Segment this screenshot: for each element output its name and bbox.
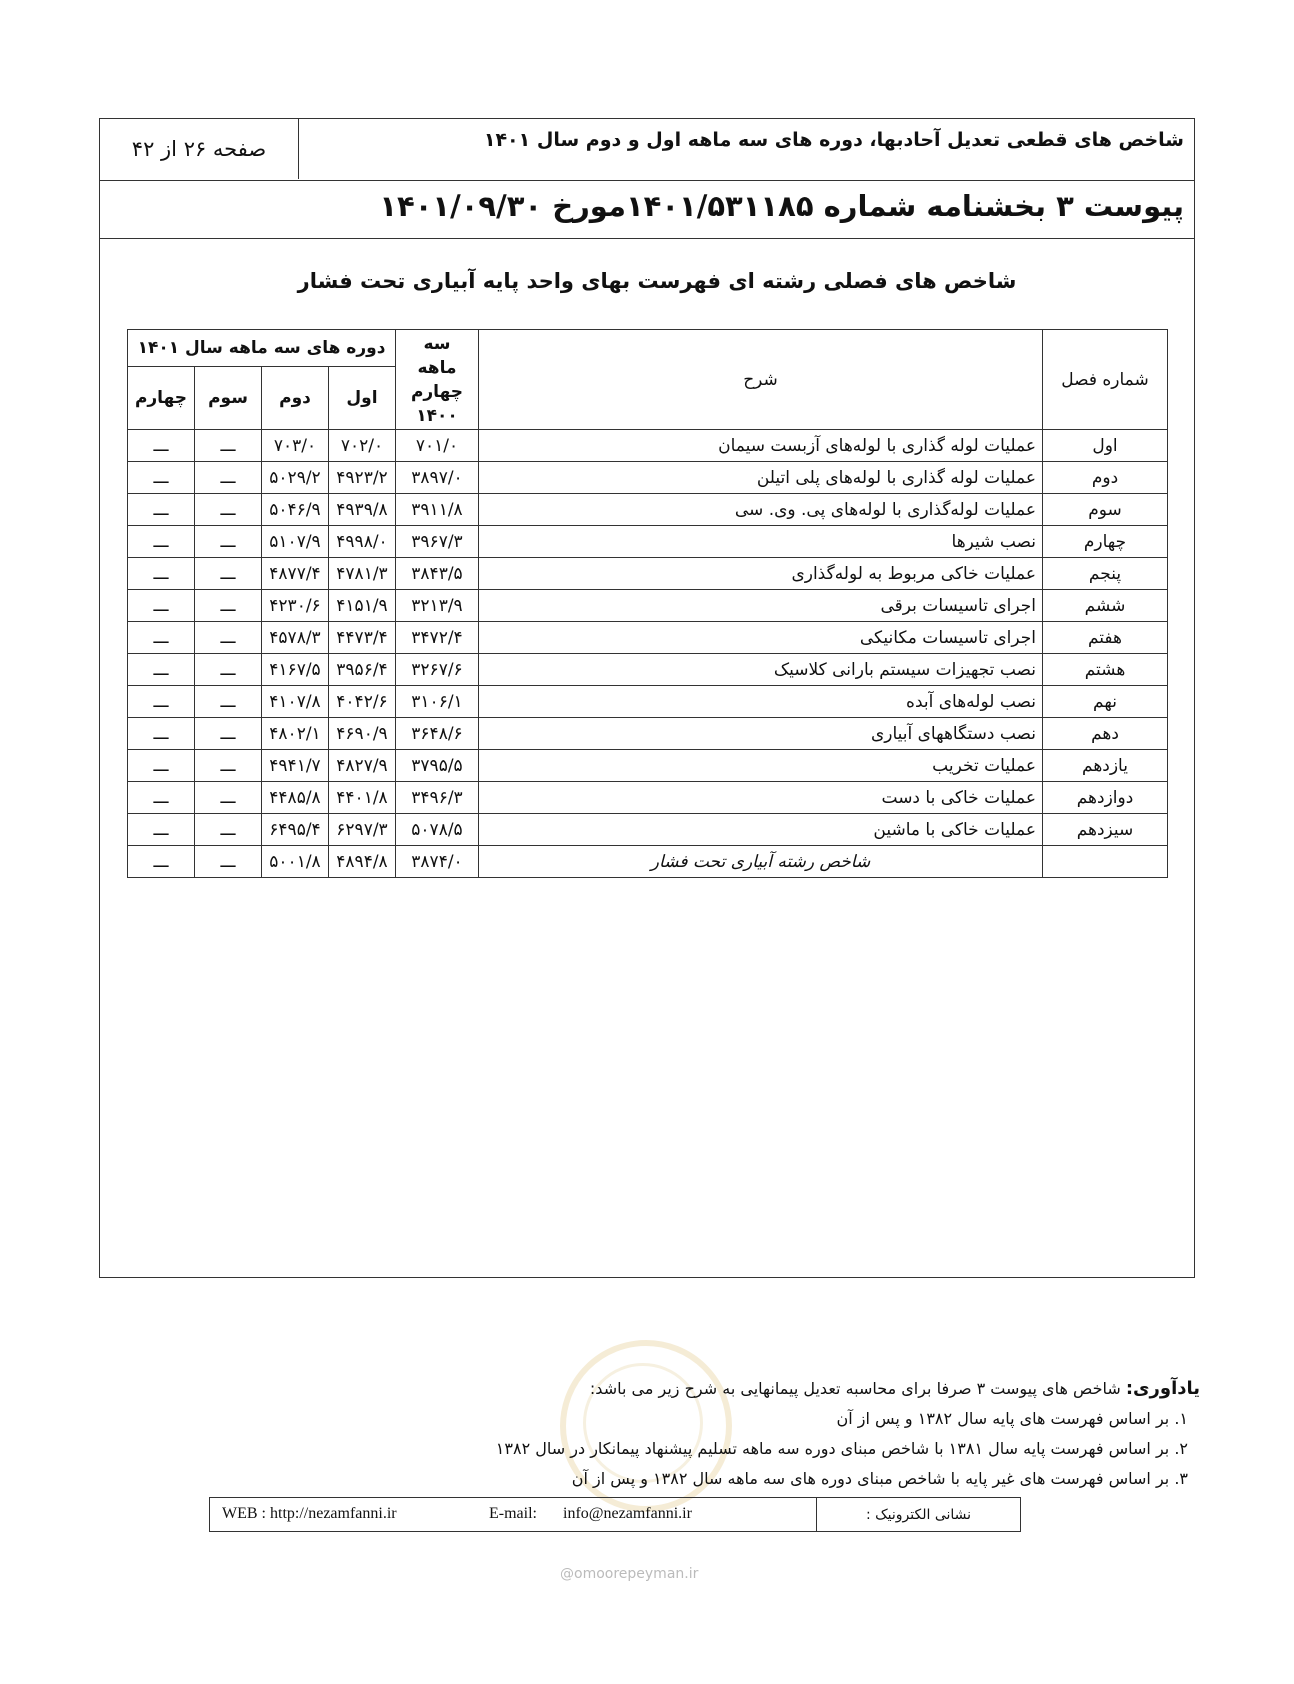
q1-value-cell: ۴۹۲۳/۲ <box>329 462 396 494</box>
q4-value-cell: ـــ <box>128 814 195 846</box>
chapter-no-cell: یازدهم <box>1043 750 1168 782</box>
q2-value-cell: ۵۱۰۷/۹ <box>262 526 329 558</box>
chapter-no-cell: پنجم <box>1043 558 1168 590</box>
q4-value-cell: ـــ <box>128 718 195 750</box>
website-link[interactable]: WEB : http://nezamfanni.ir <box>222 1505 397 1522</box>
table-total-row <box>128 846 1168 878</box>
q4-value-cell: ـــ <box>128 526 195 558</box>
circular-title: پیوست ۳ بخشنامه شماره ۱۴۰۱/۵۳۱۱۸۵مورخ ۱۴۰۱/۰۹/۳۰ <box>379 189 1184 223</box>
header-q2: دوم <box>262 367 329 430</box>
q3-value-cell: ـــ <box>195 590 262 622</box>
table-row <box>128 814 1168 846</box>
table-row <box>128 462 1168 494</box>
q4-value-cell: ـــ <box>128 430 195 462</box>
q3-value-cell: ـــ <box>195 654 262 686</box>
description-cell: نصب شیرها <box>479 526 1043 558</box>
chapter-no-cell: سیزدهم <box>1043 814 1168 846</box>
q1-value-cell: ۳۹۵۶/۴ <box>329 654 396 686</box>
chapter-no-cell: نهم <box>1043 686 1168 718</box>
q3-value-cell: ـــ <box>195 622 262 654</box>
description-cell: عملیات تخریب <box>479 750 1043 782</box>
email-label: E-mail: <box>489 1505 537 1522</box>
table-row <box>128 430 1168 462</box>
description-cell: نصب دستگاههای آبیاری <box>479 718 1043 750</box>
watermark-text: @omoorepeyman.ir <box>560 1566 699 1582</box>
q2-value-cell: ۴۹۴۱/۷ <box>262 750 329 782</box>
contact-label: نشانی الکترونیک : <box>816 1498 1020 1531</box>
chapter-no-cell: دوم <box>1043 462 1168 494</box>
q1-value-cell: ۴۷۸۱/۳ <box>329 558 396 590</box>
notes-item: ۳. بر اساس فهرست های غیر پایه با شاخص مبنای دوره های سه ماهه سال ۱۳۸۲ و پس از آن <box>571 1469 1188 1488</box>
base-value-cell: ۳۶۴۸/۶ <box>396 718 479 750</box>
total-base: ۳۸۷۴/۰ <box>396 846 479 878</box>
q4-value-cell: ـــ <box>128 686 195 718</box>
header-chapter-no: شماره فصل <box>1043 330 1168 430</box>
q2-value-cell: ۴۱۰۷/۸ <box>262 686 329 718</box>
q2-value-cell: ۴۱۶۷/۵ <box>262 654 329 686</box>
description-cell: نصب تجهیزات سیستم بارانی کلاسیک <box>479 654 1043 686</box>
circular-row <box>100 181 1194 239</box>
total-q4: ـــ <box>128 846 195 878</box>
q1-value-cell: ۴۶۹۰/۹ <box>329 718 396 750</box>
total-chapter-cell <box>1043 846 1168 878</box>
q4-value-cell: ـــ <box>128 558 195 590</box>
q2-value-cell: ۴۴۸۵/۸ <box>262 782 329 814</box>
q1-value-cell: ۴۴۰۱/۸ <box>329 782 396 814</box>
total-q1: ۴۸۹۴/۸ <box>329 846 396 878</box>
base-value-cell: ۷۰۱/۰ <box>396 430 479 462</box>
header-q1: اول <box>329 367 396 430</box>
table-row <box>128 526 1168 558</box>
description-cell: عملیات خاکی مربوط به لوله‌گذاری <box>479 558 1043 590</box>
page-number: صفحه ۲۶ از ۴۲ <box>100 119 299 179</box>
q3-value-cell: ـــ <box>195 558 262 590</box>
base-value-cell: ۳۴۹۶/۳ <box>396 782 479 814</box>
q2-value-cell: ۴۵۷۸/۳ <box>262 622 329 654</box>
q1-value-cell: ۷۰۲/۰ <box>329 430 396 462</box>
base-value-cell: ۳۸۴۳/۵ <box>396 558 479 590</box>
base-value-cell: ۳۷۹۵/۵ <box>396 750 479 782</box>
q2-value-cell: ۴۸۰۲/۱ <box>262 718 329 750</box>
total-description: شاخص رشته آبیاری تحت فشار <box>479 846 1043 878</box>
q3-value-cell: ـــ <box>195 814 262 846</box>
table-row <box>128 718 1168 750</box>
chapter-no-cell: دوازدهم <box>1043 782 1168 814</box>
base-value-cell: ۵۰۷۸/۵ <box>396 814 479 846</box>
q3-value-cell: ـــ <box>195 462 262 494</box>
q4-value-cell: ـــ <box>128 590 195 622</box>
q1-value-cell: ۴۱۵۱/۹ <box>329 590 396 622</box>
chapter-no-cell: اول <box>1043 430 1168 462</box>
header-periods-group: دوره های سه ماهه سال ۱۴۰۱ <box>128 330 396 367</box>
chapter-no-cell: چهارم <box>1043 526 1168 558</box>
q1-value-cell: ۴۰۴۲/۶ <box>329 686 396 718</box>
header-description: شرح <box>479 330 1043 430</box>
q2-value-cell: ۵۰۲۹/۲ <box>262 462 329 494</box>
header-q4: چهارم <box>128 367 195 430</box>
table-body <box>128 430 1168 846</box>
base-value-cell: ۳۱۰۶/۱ <box>396 686 479 718</box>
q4-value-cell: ـــ <box>128 750 195 782</box>
base-value-cell: ۳۴۷۲/۴ <box>396 622 479 654</box>
description-cell: اجرای تاسیسات برقی <box>479 590 1043 622</box>
table-row <box>128 654 1168 686</box>
document-frame <box>99 118 1195 1278</box>
table-row <box>128 558 1168 590</box>
description-cell: عملیات خاکی با ماشین <box>479 814 1043 846</box>
base-value-cell: ۳۲۶۷/۶ <box>396 654 479 686</box>
q4-value-cell: ـــ <box>128 462 195 494</box>
q2-value-cell: ۷۰۳/۰ <box>262 430 329 462</box>
chapter-no-cell: دهم <box>1043 718 1168 750</box>
notes-item: ۱. بر اساس فهرست های پایه سال ۱۳۸۲ و پس از آن <box>836 1409 1188 1428</box>
chapter-no-cell: هفتم <box>1043 622 1168 654</box>
q2-value-cell: ۶۴۹۵/۴ <box>262 814 329 846</box>
q3-value-cell: ـــ <box>195 430 262 462</box>
description-cell: عملیات لوله گذاری با لوله‌های آزبست سیمان <box>479 430 1043 462</box>
description-cell: عملیات لوله گذاری با لوله‌های پلی اتیلن <box>479 462 1043 494</box>
q2-value-cell: ۵۰۴۶/۹ <box>262 494 329 526</box>
description-cell: اجرای تاسیسات مکانیکی <box>479 622 1043 654</box>
q4-value-cell: ـــ <box>128 782 195 814</box>
header-row <box>100 119 1194 181</box>
notes-list <box>496 1404 1200 1494</box>
q1-value-cell: ۴۹۳۹/۸ <box>329 494 396 526</box>
notes-label: یادآوری: <box>1125 1378 1200 1399</box>
chapter-no-cell: سوم <box>1043 494 1168 526</box>
base-value-cell: ۳۲۱۳/۹ <box>396 590 479 622</box>
q2-value-cell: ۴۸۷۷/۴ <box>262 558 329 590</box>
q4-value-cell: ـــ <box>128 622 195 654</box>
header-base-quarter: سه ماهه چهارم ۱۴۰۰ <box>396 330 479 430</box>
table-row <box>128 686 1168 718</box>
base-value-cell: ۳۹۶۷/۳ <box>396 526 479 558</box>
header-q3: سوم <box>195 367 262 430</box>
q4-value-cell: ـــ <box>128 494 195 526</box>
table-row <box>128 782 1168 814</box>
q1-value-cell: ۴۸۲۷/۹ <box>329 750 396 782</box>
total-q3: ـــ <box>195 846 262 878</box>
q3-value-cell: ـــ <box>195 686 262 718</box>
q1-value-cell: ۴۴۷۳/۴ <box>329 622 396 654</box>
table-row <box>128 494 1168 526</box>
q1-value-cell: ۴۹۹۸/۰ <box>329 526 396 558</box>
q3-value-cell: ـــ <box>195 718 262 750</box>
notes-item: ۲. بر اساس فهرست پایه سال ۱۳۸۱ با شاخص مبنای دوره سه ماهه تسلیم پیشنهاد پیمانکار در سال ۱۳۸۲ <box>495 1439 1188 1458</box>
contact-box <box>209 1497 1021 1532</box>
q3-value-cell: ـــ <box>195 494 262 526</box>
description-cell: عملیات خاکی با دست <box>479 782 1043 814</box>
description-cell: عملیات لوله‌گذاری با لوله‌های پی. وی. سی <box>479 494 1043 526</box>
email-link[interactable]: info@nezamfanni.ir <box>563 1505 692 1522</box>
q2-value-cell: ۴۲۳۰/۶ <box>262 590 329 622</box>
table-row <box>128 590 1168 622</box>
chapter-no-cell: ششم <box>1043 590 1168 622</box>
q3-value-cell: ـــ <box>195 526 262 558</box>
base-value-cell: ۳۹۱۱/۸ <box>396 494 479 526</box>
table-title: شاخص های فصلی رشته ای فهرست بهای واحد پایه آبیاری تحت فشار <box>297 269 1017 293</box>
q4-value-cell: ـــ <box>128 654 195 686</box>
chapter-no-cell: هشتم <box>1043 654 1168 686</box>
q3-value-cell: ـــ <box>195 782 262 814</box>
table-row <box>128 622 1168 654</box>
document-title: شاخص های قطعی تعدیل آحادبها، دوره های سه ماهه اول و دوم سال ۱۴۰۱ <box>483 129 1184 151</box>
q3-value-cell: ـــ <box>195 750 262 782</box>
index-table <box>127 329 1168 878</box>
base-value-cell: ۳۸۹۷/۰ <box>396 462 479 494</box>
q1-value-cell: ۶۲۹۷/۳ <box>329 814 396 846</box>
total-q2: ۵۰۰۱/۸ <box>262 846 329 878</box>
notes-section <box>496 1374 1200 1494</box>
notes-intro: شاخص های پیوست ۳ صرفا برای محاسبه تعدیل پیمانهایی به شرح زیر می باشد: <box>589 1379 1121 1398</box>
description-cell: نصب لوله‌های آبده <box>479 686 1043 718</box>
table-row <box>128 750 1168 782</box>
